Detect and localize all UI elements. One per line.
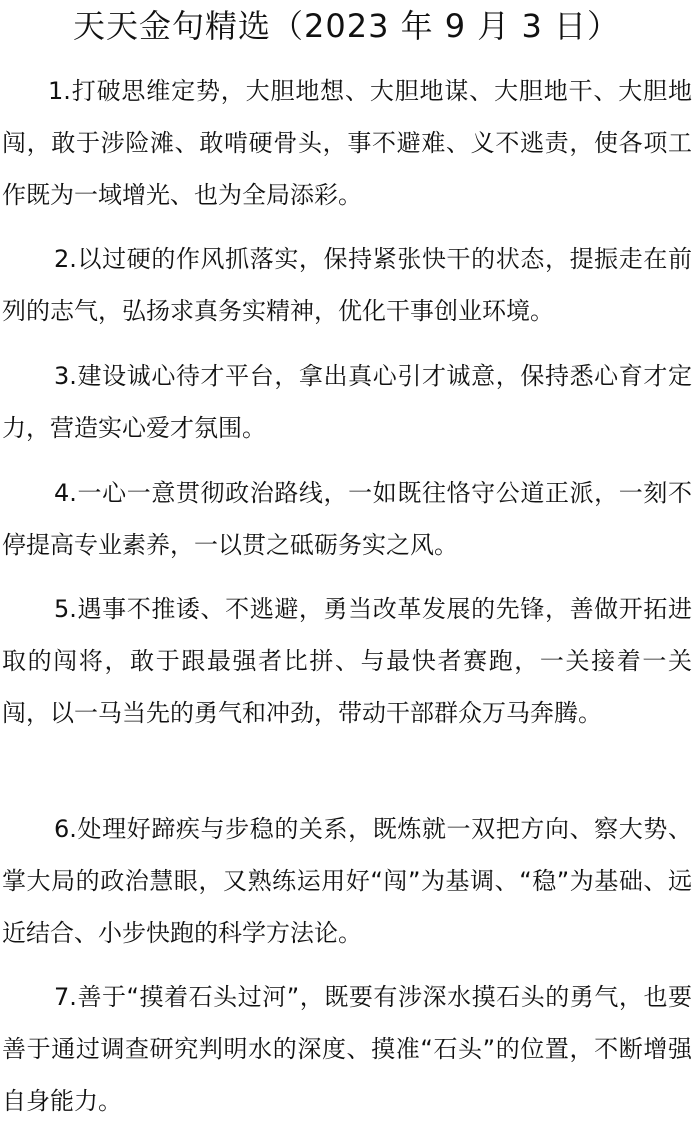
paragraph-5: 5.遇事不推诿、不逃避，勇当改革发展的先锋，善做开拓进取的闯将，敢于跟最强者比拼、与最快者赛跑，一关接着一关闯，以一马当先的勇气和冲劲，带动干部群众万马奔腾。 [2,595,692,727]
paragraph-4: 4.一心一意贯彻政治路线，一如既往恪守公道正派，一刻不停提高专业素养，一以贯之砥砺务实之风。 [2,479,692,559]
paragraph-6: 6.处理好蹄疾与步稳的关系，既炼就一双把方向、察大势、掌大局的政治慧眼，又熟练运用好“闯”为基调、“稳”为基础、远近结合、小步快跑的科学方法论。 [2,815,692,947]
paragraph-7: 7.善于“摸着石头过河”，既要有涉深水摸石头的勇气，也要善于通过调查研究判明水的深度、摸准“石头”的位置，不断增强自身能力。 [2,983,692,1115]
paragraph-3: 3.建设诚心待才平台，拿出真心引才诚意，保持悉心育才定力，营造实心爱才氛围。 [2,362,692,442]
document-title: 天天金句精选（2023 年 9 月 3 日） [72,7,621,45]
paragraph-1: 1.打破思维定势，大胆地想、大胆地谋、大胆地干、大胆地闯，敢于涉险滩、敢啃硬骨头，事不避难、义不逃责，使各项工作既为一域增光、也为全局添彩。 [2,77,692,209]
paragraph-2: 2.以过硬的作风抓落实，保持紧张快干的状态，提振走在前列的志气，弘扬求真务实精神，优化干事创业环境。 [2,245,692,325]
